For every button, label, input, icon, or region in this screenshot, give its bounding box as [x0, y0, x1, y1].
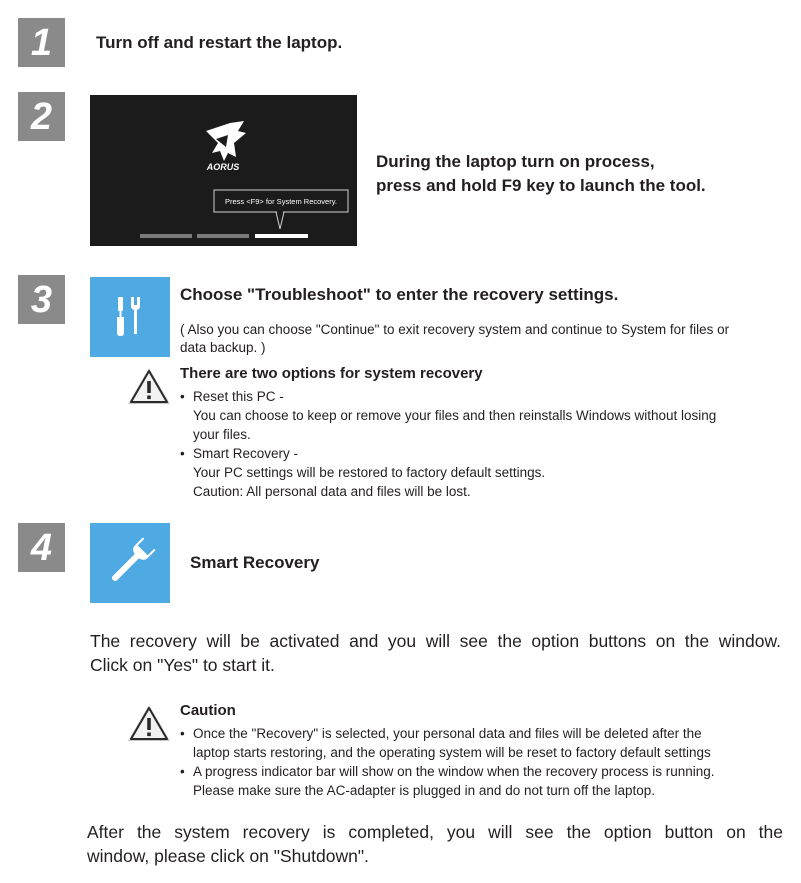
para2-line2: window, please click on "Shutdown". — [87, 846, 369, 866]
step-number-3: 3 — [18, 275, 65, 324]
caution-line: • Once the "Recovery" is selected, your personal data and files will be deleted after the — [193, 726, 702, 741]
caution-item — [180, 762, 780, 800]
caution-line: laptop starts restoring, and the operating system will be reset to factory default settings — [193, 745, 711, 760]
wrench-icon — [90, 523, 170, 603]
para2-line1: After the system recovery is completed, you will see the option button on the — [87, 822, 783, 842]
para1-line1: The recovery will be activated and you will see the option buttons on the window. — [90, 631, 781, 651]
aorus-boot-screen — [90, 95, 357, 246]
option-smart-recovery — [180, 444, 780, 501]
step4-title: Smart Recovery — [190, 553, 320, 572]
caution-line: • A progress indicator bar will show on the window when the recovery process is running. — [193, 764, 715, 779]
progress-segment — [197, 234, 249, 238]
aorus-logo-text: AORUS — [206, 162, 240, 172]
options-heading: There are two options for system recovery — [180, 365, 483, 382]
option-desc: your files. — [193, 427, 251, 442]
caution-list — [180, 724, 780, 800]
step3-note — [180, 321, 780, 357]
option-desc: You can choose to keep or remove your files and then reinstalls Windows without losing — [193, 408, 717, 423]
step3-note-line2: data backup. ) — [180, 340, 266, 355]
caution-item — [180, 724, 780, 762]
para1-line2: Click on "Yes" to start it. — [90, 655, 275, 675]
progress-segment-active — [255, 234, 308, 238]
step2-line1: During the laptop turn on process, — [376, 152, 655, 171]
step-number-1: 1 — [18, 18, 65, 67]
step-number-2: 2 — [18, 92, 65, 141]
warning-icon — [126, 365, 172, 412]
tools-icon — [90, 277, 170, 357]
step2-line2: press and hold F9 key to launch the tool. — [376, 176, 706, 195]
progress-segment — [140, 234, 192, 238]
step2-instructions — [376, 150, 706, 198]
warning-icon — [126, 702, 172, 749]
option-label: • Smart Recovery - — [193, 446, 299, 461]
option-desc: Your PC settings will be restored to factory default settings. — [193, 465, 546, 480]
option-desc: Caution: All personal data and files will be lost. — [193, 484, 471, 499]
troubleshoot-tile — [90, 277, 170, 357]
option-label: • Reset this PC - — [193, 389, 284, 404]
caution-line: Please make sure the AC-adapter is plugged in and do not turn off the laptop. — [193, 783, 656, 798]
options-list — [180, 387, 780, 501]
boot-screen-image — [90, 95, 357, 246]
step4-paragraph-1 — [90, 629, 781, 677]
option-reset-pc — [180, 387, 780, 444]
step3-note-line1: ( Also you can choose "Continue" to exit recovery system and continue to System for files or — [180, 322, 730, 337]
aorus-eagle-icon — [206, 121, 246, 161]
recovery-tooltip-text: Press <F9> for System Recovery. — [225, 197, 337, 206]
step3-title: Choose "Troubleshoot" to enter the recovery settings. — [180, 285, 619, 304]
step1-title: Turn off and restart the laptop. — [96, 33, 343, 52]
step-number-4: 4 — [18, 523, 65, 572]
smart-recovery-tile — [90, 523, 170, 603]
step4-paragraph-2 — [87, 820, 783, 868]
caution-heading: Caution — [180, 702, 236, 719]
